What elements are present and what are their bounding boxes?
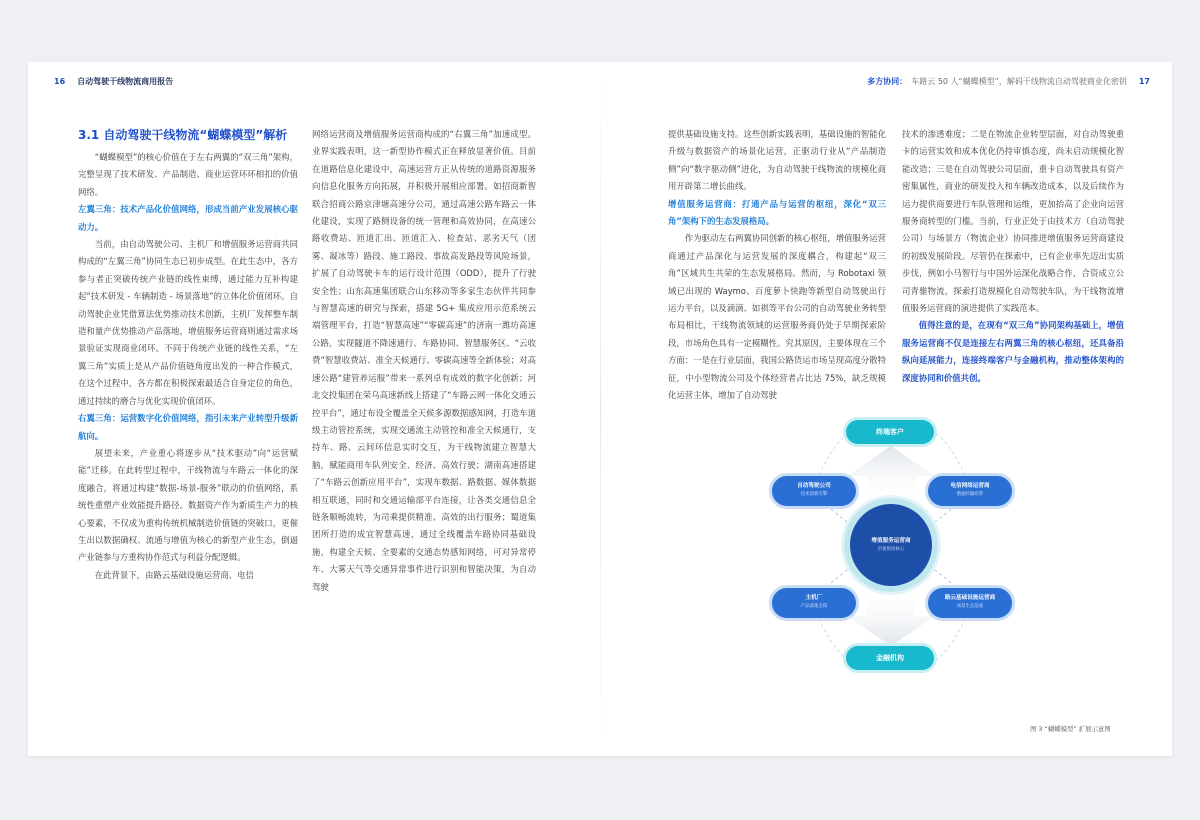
subheading-left-triangle: 左翼三角：技术产品化价值网络，形成当前产业发展核心驱动力。 — [78, 204, 298, 232]
subheading-value-added-operator: 增值服务运营商：打通产品与运营的枢纽，深化“双三角”架构下的生态发展格局。 — [668, 198, 886, 227]
paragraph: “蝴蝶模型”的核心价值在于左右两翼的“双三角”架构，完整呈现了技术研发、产品制造、商业运营环环相扣的价值网络。 — [78, 152, 298, 197]
left-page-header — [54, 76, 173, 87]
right-page-number: 17 — [1138, 77, 1150, 86]
node-subtitle: 场景生态基座 — [956, 604, 984, 609]
section-heading: 3.1 自动驾驶干线物流“蝴蝶模型”解析 — [78, 128, 288, 142]
left-running-title: 自动驾驶干线物流商用报告 — [77, 77, 174, 86]
node-vehicle-oem — [772, 588, 856, 618]
column-3 — [668, 126, 886, 405]
center-subtitle: 价值枢纽核心 — [877, 547, 905, 552]
node-financial-institutions: 金融机构 — [846, 646, 934, 670]
column-1 — [78, 126, 298, 584]
up-arrow — [847, 446, 935, 506]
node-autonomous-driving-company — [772, 476, 856, 506]
center-title: 增值服务运营商 — [871, 538, 911, 544]
node-telecom-operator — [928, 476, 1012, 506]
paragraph: 在此背景下，由路云基础设施运营商、电信 — [94, 569, 254, 580]
paragraph: 作为驱动左右两翼协同创新的核心枢纽，增值服务运营商通过产品深化与运营发展的深度耦合，构建起“双三角”区域共生共荣的生态发展格局。然而，与 Robotaxi 领域已出现的 Waymo、百度萝卜快跑等新型自动驾驶出行运力平台，以及滴滴、如祺等平台公司的自动驾驶业务转型布局相比，干线物流领域的运营服务商仍处于早期探索阶段，市场角色具有一定模糊性。究其原因，主要体现在三个方面：一是在行业层面，我国公路货运市场呈现高度分散特征，中小型物流公司及个体经营者占比达 75%，缺乏规模化运营主体，增加了自动驾驶 — [668, 233, 886, 401]
node-subtitle: 技术创新引擎 — [800, 492, 828, 497]
node-title: 电信网络运营商 — [950, 483, 990, 489]
left-page-number: 16 — [54, 77, 66, 86]
node-subtitle: 产品落地支撑 — [800, 604, 828, 609]
emphasis-paragraph: 值得注意的是，在现有“双三角”协同架构基础上，增值服务运营商不仅是连接左右两翼三角的核心枢纽，还具备沿纵向延展能力，连接终端客户与金融机构，推动整体架构的深度协同和价值共创。 — [902, 320, 1124, 383]
paragraph: 技术的渗透难度；二是在物流企业转型层面，对自动驾驶重卡的运营实效和成本优化仍持审慎态度，尚未启动规模化智能改造；三是在自动驾驶公司层面，重卡自动驾驶具有资产密集属性，商业的研发投入和车辆改造成本，以及后续作为运力提供商要进行车队管理和运维，更加抬高了企业向运营服务商转型的门槛。当前，行业正处于由技术方（自动驾驶公司）与场景方（物流企业）协同推进增值服务运营商建设的初级发展阶段。尽管仍在探索中，已有企业率先迈出实质步伐，例如小马智行与中国外运深化战略合作，合资成立公司青骓物流，探索打造规模化自动驾驶车队，为干线物流增值服务运营商的演进提供了实践范本。 — [902, 129, 1124, 314]
node-subtitle: 数据传输纽带 — [956, 492, 984, 497]
page-gutter — [600, 62, 601, 756]
butterfly-model-diagram — [732, 416, 1052, 676]
down-arrow — [847, 586, 935, 646]
right-header-title: 车路云 50 人“蝴蝶模型”，解码干线物流自动驾驶商业化密钥 — [911, 77, 1127, 86]
node-value-added-operator — [850, 504, 932, 586]
paragraph: 网络运营商及增值服务运营商构成的“右翼三角”加速成型。业界实践表明，这一新型协作模式正在释放显著价值。目前在道路信息化建设中，高速运营方正从传统的道路资源服务向信息化服务方向拓展，并积极开展相应部署。如招商新智联合招商公路京津塘高速分公司，通过高速公路车路云一体化建设，实现了路侧设备的统一管理和高效协同，在高速公路收费站、匝道汇出、匝道汇入、检查站、恶劣天气（团雾、凝冰等）路段、施工路段、事故高发路段等风险场景，扩展了自动驾驶卡车的运行设计范围（ODD），提升了行驶安全性；山东高速集团联合山东移动等多家生态伙伴共同参与智慧高速的研究与探索，搭建 5G+ 集成应用示范系统云端管理平台，打造“智慧高速”“零碳高速”的济南一潍坊高速公路，实现隧道不降速通行、车路协同、智慧服务区、“云收费”智慧收费站、准全天候通行、零碳高速等全新体验；对高速公路“建管养运服”带来一系列卓有成效的数字化创新；河北交投集团在荣乌高速新线上搭建了“车路云网一体化交通云控平台”，通过布设全覆盖全天候多源数据感知网，打造车道级主动管控系统，实现交通流主动管控和准全天候通行，支持车、路、云间环信息实时交互，为干线物流建立智慧大脑，赋能商用车队列安全、经济、高效行驶；湖南高速搭建了“车路云创新应用平台”，实现车数据、路数据、媒体数据相互联通，同时和交通运输部平台连接，让各类交通信息全链条顺畅流转，为司乘提供精准、高效的出行服务；蜀道集团所打造的成宜智慧高速，通过全线覆盖车路协同基础设施，构建全天候、全要素的交通态势感知网络，可对异常停车、大雾天气等交通异常事件进行识别和智能决策，为自动驾驶 — [312, 129, 536, 592]
column-4 — [902, 126, 1124, 387]
column-2 — [312, 126, 536, 596]
node-title: 自动驾驶公司 — [797, 483, 831, 489]
paragraph: 展望未来，产业重心将逐步从“技术驱动”向“运营赋能”迁移。在此转型过程中，干线物流与车路云一体化的深度融合，将通过构建“数据-场景-服务”联动的价值网络，系统性重塑产业效能提升路径。数据资产作为新质生产力的核心要素，不仅成为重构传统机械制造价值链的突破口，更催生出以数据确权、流通与增值为核心的新型产业生态，倒逼产业链参与方重构协作范式与利益分配逻辑。 — [78, 447, 298, 563]
right-header-bold: 多方协同： — [867, 77, 908, 86]
node-end-customers: 终端客户 — [846, 420, 934, 444]
right-page-header — [867, 76, 1150, 87]
figure-caption: 图 3 “蝴蝶模型” 扩展示意图 — [1030, 725, 1111, 733]
subheading-right-triangle: 右翼三角：运营数字化价值网络，指引未来产业转型升级新航向。 — [78, 413, 298, 441]
paragraph: 提供基础设施支持。这些创新实践表明，基础设施的智能化升级与数据资产的场景化运营，正驱动行业从“产品制造侧”向“数字驱动侧”进化，为自动驾驶干线物流的规模化商用开辟第二增长曲线。 — [668, 129, 886, 192]
node-title: 路云基础设施运营商 — [944, 595, 996, 601]
node-title: 主机厂 — [805, 595, 823, 601]
node-road-cloud-operator — [928, 588, 1012, 618]
paragraph: 当前，由自动驾驶公司、主机厂和增值服务运营商共同构成的“左翼三角”协同生态已初步成型。在此生态中，各方参与者正突破传统产业链的线性束缚，通过能力互补构建起“技术研发 - 车辆制造 - 场景落地”的立体化价值闭环。自动驾驶企业凭借算法优势推动技术创新，主机厂发挥整车制造和量产优势推动产品落地，增值服务运营商则通过需求场景验证实现商业闭环。不同于传统产业链的线性关系，“左翼三角”实质上是从产品价值链角度出发的一种合作模式，在这个过程中，各方都在积极探索最适合自身定位的角色，通过持续的磨合与优化实现价值闭环。 — [78, 239, 298, 406]
